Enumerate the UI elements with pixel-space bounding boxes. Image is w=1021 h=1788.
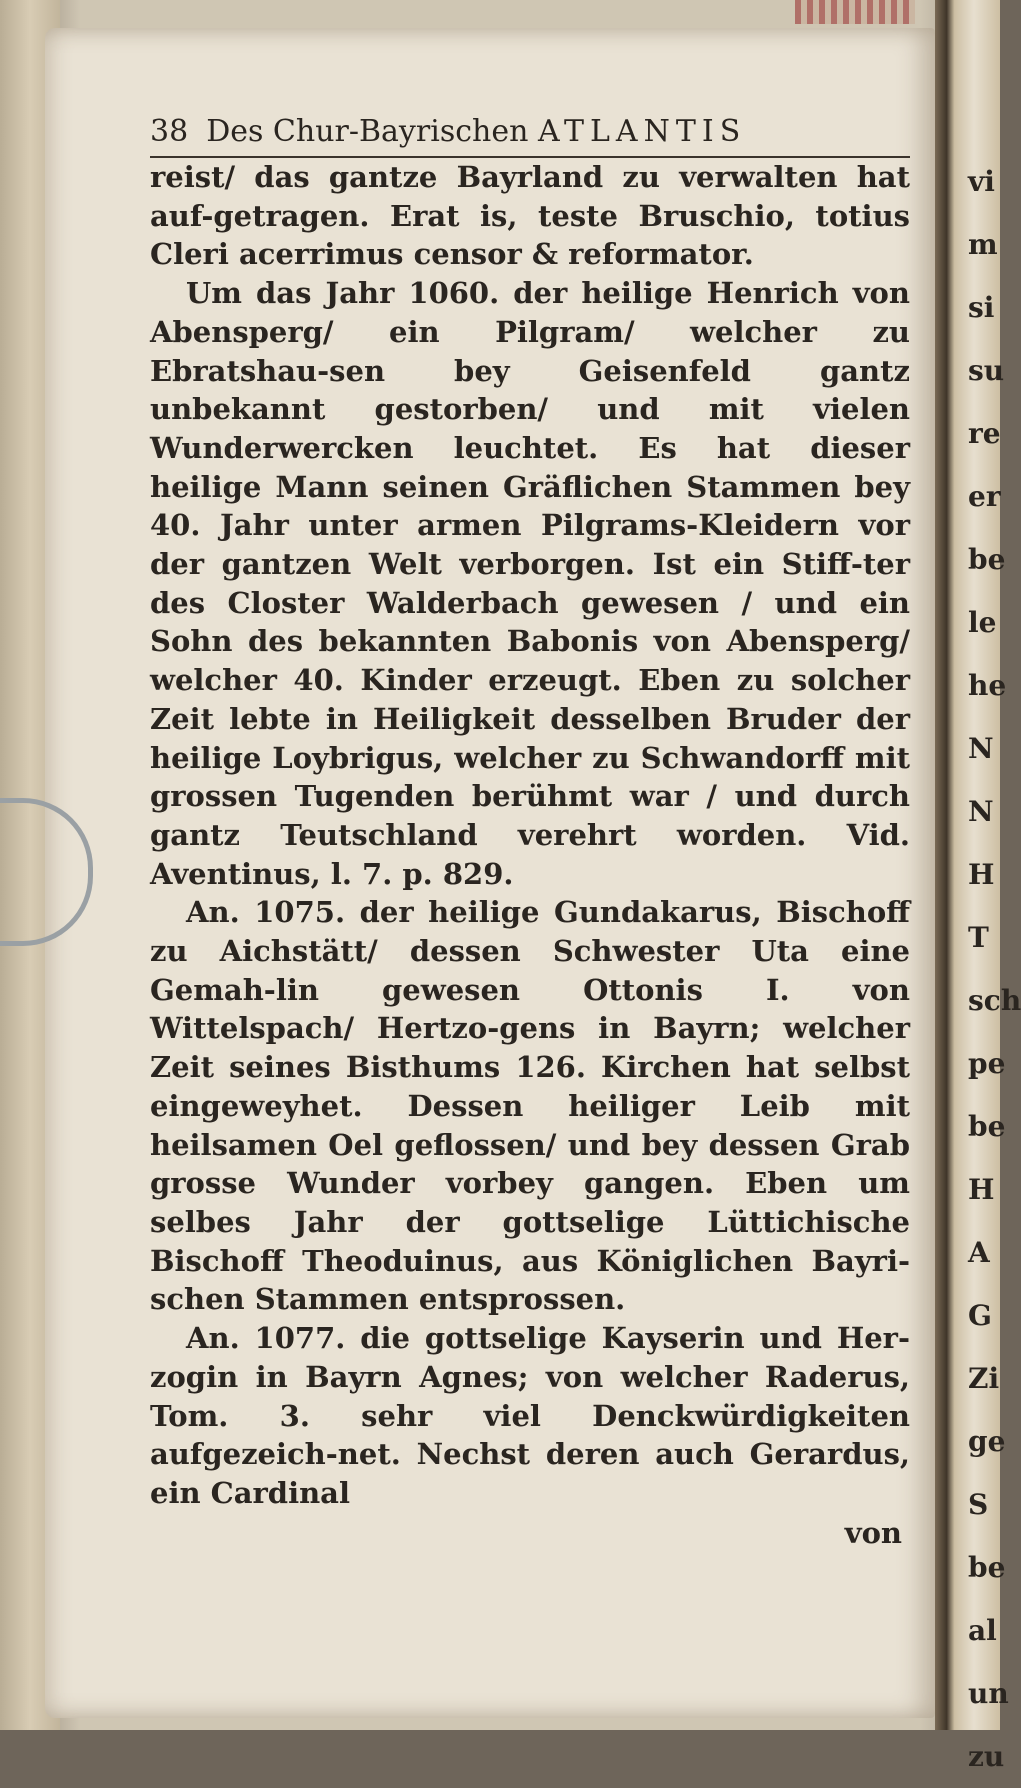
body-text: [150, 158, 910, 1513]
facing-fragment: be: [968, 1110, 1006, 1143]
facing-fragment: N: [968, 732, 994, 765]
bookmark-ribbon: [795, 0, 915, 24]
facing-fragment: al: [968, 1614, 997, 1647]
facing-fragment: si: [968, 291, 995, 324]
facing-fragment: un: [968, 1677, 1009, 1710]
running-title: Des Chur-Bayrischen ATLANTIS: [206, 114, 747, 149]
paragraph-1: reist/ das gantze Bayrland zu verwalten hat auf-getragen. Erat is, teste Bruschio, totius Cleri acerrimus censor & reformator.: [150, 160, 910, 272]
facing-fragment: be: [968, 543, 1006, 576]
catchword: von: [844, 1515, 902, 1550]
facing-fragment: be: [968, 1551, 1006, 1584]
page-text-block: [150, 110, 910, 1553]
facing-fragment: H: [968, 1173, 995, 1206]
facing-fragment: vi: [968, 165, 995, 198]
paragraph-3: An. 1075. der heilige Gundakarus, Bischoff zu Aichstätt/ dessen Schwester Uta eine Gemah-lin gewesen Ottonis I. von Wittelspach/ Hertzo-gens in Bayrn; welcher Zeit seines Bisthums 126. Kirchen hat selbst eingeweyhet. Dessen heiliger Leib mit heilsamen Oel geflossen/ und bey dessen Grab grosse Wunder vorbey gangen. Eben um selbes Jahr der gottselige Lüttichische Bischoff Theoduinus, aus Königlichen Bayri-schen Stammen entsprossen.: [150, 895, 910, 1317]
running-header: [150, 110, 910, 158]
facing-fragment: su: [968, 354, 1005, 387]
page-number: 38: [150, 114, 189, 149]
facing-fragment: re: [968, 417, 1001, 450]
facing-fragment: er: [968, 480, 1001, 513]
facing-fragment: S: [968, 1488, 989, 1521]
facing-page-fragments: [968, 150, 1021, 1788]
facing-fragment: zu: [968, 1740, 1005, 1773]
facing-fragment: he: [968, 669, 1007, 702]
paragraph-4: An. 1077. die gottselige Kayserin und Her-zogin in Bayrn Agnes; von welcher Raderus, Tom. 3. sehr viel Denckwürdigkeiten aufgezeich-net. Nechst deren auch Gerardus, ein Cardinal: [150, 1321, 910, 1510]
paragraph-2: Um das Jahr 1060. der heilige Henrich von Abensperg/ ein Pilgram/ welcher zu Ebratshau-sen bey Geisenfeld gantz unbekannt gestorben/ und mit vielen Wunderwercken leuchtet. Es hat dieser heilige Mann seinen Gräflichen Stammen bey 40. Jahr unter armen Pilgrams-Kleidern vor der gantzen Welt verborgen. Ist ein Stiff-ter des Closter Walderbach gewesen / und ein Sohn des bekannten Babonis von Abensperg/ welcher 40. Kinder erzeugt. Eben zu solcher Zeit lebte in Heiligkeit desselben Bruder der heilige Loybrigus, welcher zu Schwandorff mit grossen Tugenden berühmt war / und durch gantz Teutschland verehrt worden. Vid. Aventinus, l. 7. p. 829.: [150, 276, 910, 891]
facing-fragment: A: [968, 1236, 990, 1269]
facing-fragment: sch: [968, 984, 1021, 1017]
facing-fragment: H: [968, 858, 995, 891]
facing-fragment: Zi: [968, 1362, 1000, 1395]
facing-fragment: m: [968, 228, 998, 261]
facing-fragment: le: [968, 606, 997, 639]
facing-fragment: T: [968, 921, 989, 954]
facing-fragment: N: [968, 795, 994, 828]
facing-fragment: ge: [968, 1425, 1006, 1458]
facing-fragment: G: [968, 1299, 992, 1332]
facing-fragment: pe: [968, 1047, 1006, 1080]
